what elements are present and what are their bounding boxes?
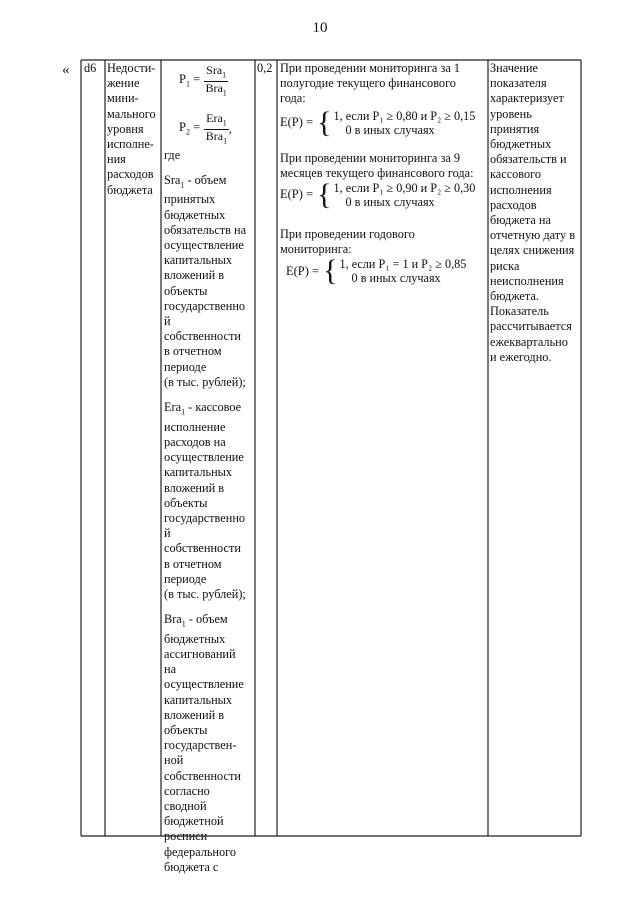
formula-p2: $P_2$ = $\frac{Era_1}{Bra_1}$ , <box>179 110 232 146</box>
name-line: ния <box>107 152 126 167</box>
page-number: 10 <box>312 20 328 36</box>
opening-quote: « <box>62 62 70 78</box>
indicator-weight: 0,2 <box>257 61 273 75</box>
indicator-description: Значение показателя характеризует уровень принятия бюджетных обязательств и кассового исполнения расходов бюджета на отчетную дату в целях снижения риска неисполнения бюджета. Показатель рассчитывается ежеквартально и ежегодно. <box>490 61 576 364</box>
name-line: бюджета <box>107 182 153 197</box>
formula-p1: $P_1$ = $\frac{Sra_1}{Bra_1}$ <box>179 63 227 98</box>
indicator-name <box>107 61 163 198</box>
monitoring-nine-months: При проведении мониторинга за 9 месяцев текущего финансового года: E(P) = { 1, если P₁ ≥ 0,90 и P₂ ≥ 0,30 0 в иных случаях <box>280 151 488 209</box>
ep-formula: E(P) = { 1, если P₁ = 1 и P₂ ≥ 0,85 0 в иных случаях <box>286 254 467 288</box>
fraction: $\frac{Era_1}{Bra_1}$ <box>205 110 228 146</box>
formula-column <box>164 61 254 875</box>
name-line: расходов <box>107 167 154 182</box>
calculation-column <box>280 61 488 288</box>
ep-formula: E(P) = { 1, если P₁ ≥ 0,90 и P₂ ≥ 0,30 0 в иных случаях <box>280 178 476 212</box>
name-line: Недости- <box>107 61 156 75</box>
where-label: где <box>164 147 181 162</box>
definition-bra: Bra$_1$ - объем бюджетных ассигнований на осуществление капитальных вложений в объекты государствен- ной собственности согласно сводной бюджетной росписи федерального бюджета с <box>164 612 244 874</box>
name-line: жение <box>107 76 140 91</box>
name-line: уровня <box>107 121 144 136</box>
ep-formula: E(P) = { 1, если P₁ ≥ 0,80 и P₂ ≥ 0,15 0 в иных случаях <box>280 105 476 139</box>
name-line: исполне- <box>107 137 154 152</box>
monitoring-half-year: При проведении мониторинга за 1 полугодие текущего финансового года: E(P) = { 1, если P₁ ≥ 0,80 и P₂ ≥ 0,15 0 в иных случаях <box>280 61 488 137</box>
name-line: мини- <box>107 91 139 106</box>
monitoring-annual: При проведении годового мониторинга: E(P) = { 1, если P₁ = 1 и P₂ ≥ 0,85 0 в иных случаях <box>280 227 488 285</box>
definition-sra: Sra$_1$ - объем принятых бюджетных обязательств на осуществление капитальных вложений в объекты государственно й собственности в отчетном периоде (в тыс. рублей); <box>164 172 247 389</box>
definition-era: Era$_1$ - кассовое исполнение расходов на осуществление капитальных вложений в объекты государственно й собственности в отчетном периоде (в тыс. рублей); <box>164 400 246 601</box>
name-line: мального <box>107 106 156 121</box>
fraction: $\frac{Sra_1}{Bra_1}$ <box>205 63 227 98</box>
row-code: d6 <box>84 61 97 75</box>
